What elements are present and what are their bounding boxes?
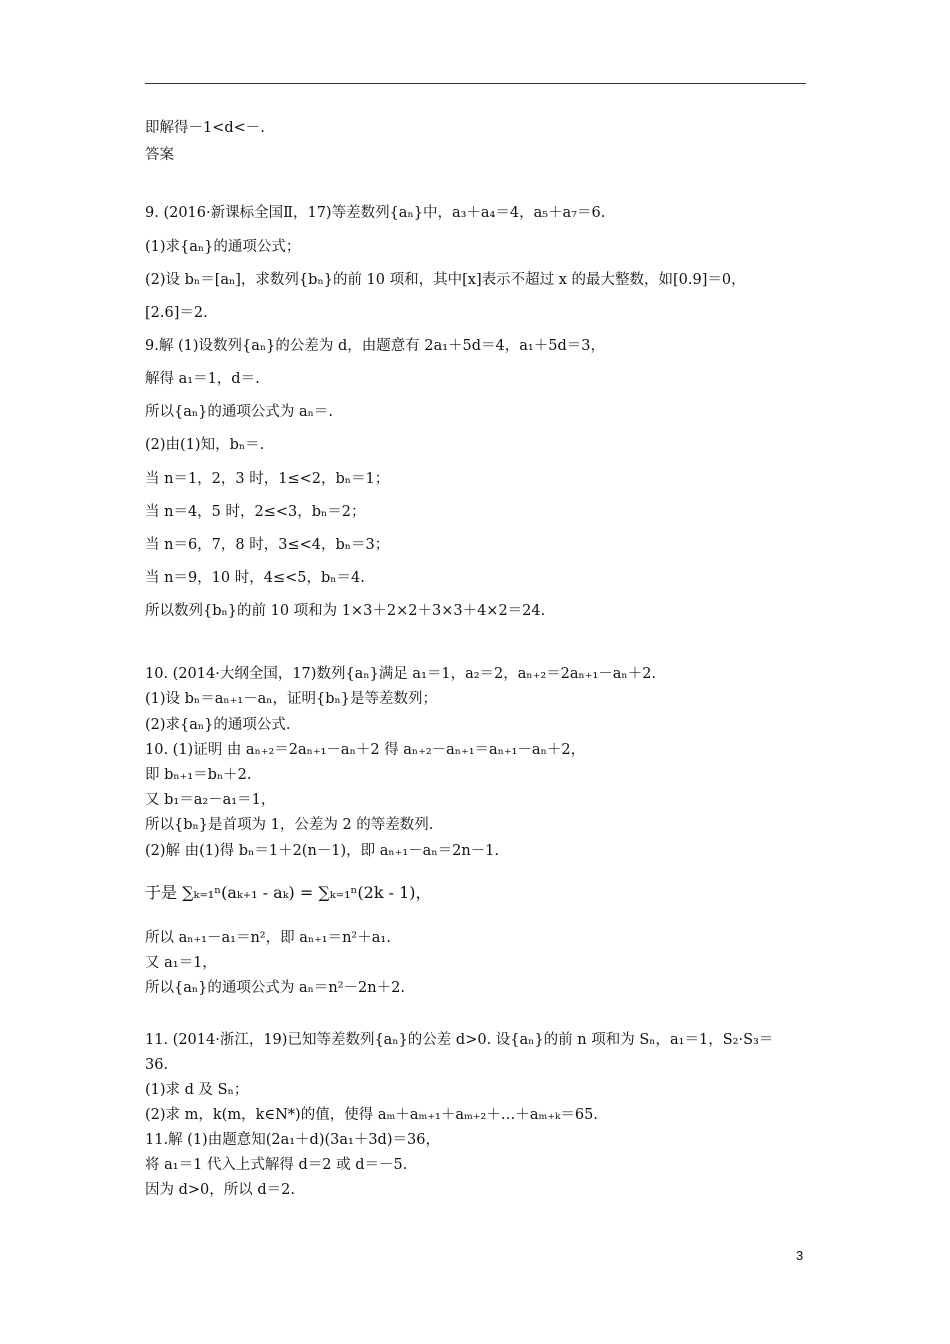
text-line: 即解得－1<d<－. [145, 120, 265, 136]
text-line: (1)求 d 及 Sₙ； [145, 1082, 249, 1098]
header-rule [145, 83, 806, 84]
text-line: 又 a₁＝1， [145, 955, 217, 971]
text-line: 所以数列{bₙ}的前 10 项和为 1×3＋2×2＋3×3＋4×2＝24. [145, 603, 546, 619]
text-line: 当 n＝1，2，3 时，1≤<2，bₙ＝1； [145, 471, 390, 487]
solution-11-start: 11.解 (1)由题意知(2a₁＋d)(3a₁＋3d)＝36， [145, 1132, 440, 1148]
problem-11-statement: 11. (2014·浙江，19)已知等差数列{aₙ}的公差 d>0. 设{aₙ}的前 n 项和为 Sₙ，a₁＝1，S₂·S₃＝ [145, 1032, 774, 1048]
text-line: 解得 a₁＝1，d＝. [145, 371, 260, 387]
text-line: 当 n＝9，10 时，4≤<5，bₙ＝4. [145, 570, 365, 586]
text-line: 所以 aₙ₊₁－a₁＝n²，即 aₙ₊₁＝n²＋a₁. [145, 930, 391, 946]
text-line: (2)求{aₙ}的通项公式. [145, 717, 291, 733]
text-line: 因为 d>0，所以 d＝2. [145, 1182, 295, 1198]
text-line: 即 bₙ₊₁＝bₙ＋2. [145, 767, 252, 783]
text-line: (2)求 m，k(m，k∈N*)的值，使得 aₘ＋aₘ₊₁＋aₘ₊₂＋…＋aₘ₊ₖ＝65. [145, 1107, 598, 1123]
text-line: (1)设 bₙ＝aₙ₊₁－aₙ，证明{bₙ}是等差数列； [145, 691, 438, 707]
text-line: (2)由(1)知，bₙ＝. [145, 437, 265, 453]
text-line: 所以{aₙ}的通项公式为 aₙ＝. [145, 404, 334, 420]
page-number: 3 [796, 1248, 804, 1263]
text-line: 答案 [145, 147, 174, 163]
problem-10-statement: 10. (2014·大纲全国，17)数列{aₙ}满足 a₁＝1，a₂＝2，aₙ₊₂＝2aₙ₊₁－aₙ＋2. [145, 666, 657, 682]
text-line: 将 a₁＝1 代入上式解得 d＝2 或 d＝－5. [145, 1157, 408, 1173]
solution-10-start: 10. (1)证明 由 aₙ₊₂＝2aₙ₊₁－aₙ＋2 得 aₙ₊₂－aₙ₊₁＝aₙ₊₁－aₙ＋2， [145, 742, 586, 758]
text-line: (1)求{aₙ}的通项公式； [145, 239, 301, 255]
solution-9-start: 9.解 (1)设数列{aₙ}的公差为 d，由题意有 2a₁＋5d＝4，a₁＋5d＝3， [145, 338, 605, 354]
text-line: (2)解 由(1)得 bₙ＝1＋2(n－1)，即 aₙ₊₁－aₙ＝2n－1. [145, 843, 499, 859]
text-line: 36. [145, 1057, 169, 1073]
text-line: 所以{aₙ}的通项公式为 aₙ＝n²－2n＋2. [145, 980, 405, 996]
text-line: 当 n＝6，7，8 时，3≤<4，bₙ＝3； [145, 537, 390, 553]
text-line: [2.6]＝2. [145, 305, 208, 321]
problem-9-statement: 9. (2016·新课标全国Ⅱ，17)等差数列{aₙ}中，a₃＋a₄＝4，a₅＋a₇＝6. [145, 205, 606, 221]
summation-formula: 于是 ∑ₖ₌₁ⁿ(aₖ₊₁ - aₖ) = ∑ₖ₌₁ⁿ(2k - 1)， [145, 883, 432, 902]
text-line: 又 b₁＝a₂－a₁＝1， [145, 792, 276, 808]
text-line: 所以{bₙ}是首项为 1，公差为 2 的等差数列. [145, 817, 434, 833]
text-line: (2)设 bₙ＝[aₙ]，求数列{bₙ}的前 10 项和，其中[x]表示不超过 x 的最大整数，如[0.9]＝0， [145, 272, 746, 288]
text-line: 当 n＝4，5 时，2≤<3，bₙ＝2； [145, 504, 366, 520]
